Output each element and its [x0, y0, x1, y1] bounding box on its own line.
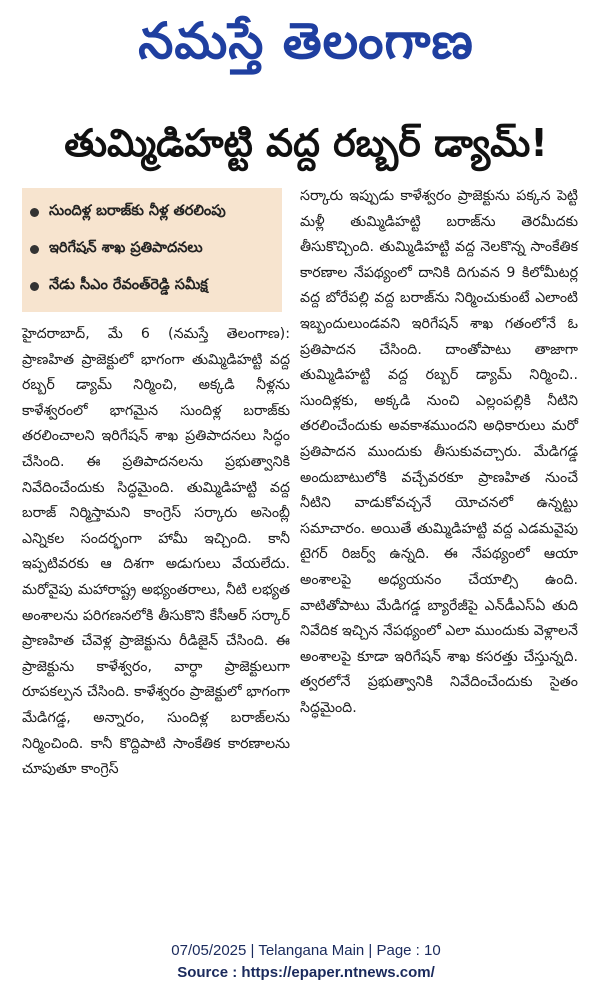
highlight-item [30, 194, 274, 231]
highlights-box [22, 188, 282, 312]
article-column-left [22, 322, 290, 900]
article-paragraph: హైదరాబాద్, మే 6 (నమస్తే తెలంగాణ): ప్రాణహిత ప్రాజెక్టులో భాగంగా తుమ్మిడిహట్టి వద్ద రబ్బర్ డ్యామ్ నిర్మించి, అక్కడి నీళ్లను కాళేశ్వరంలో భాగమైన సుందిళ్ల బరాజ్‌కు తరలించాలని ఇరిగేషన్ శాఖ ప్రతిపాదనలు సిద్ధం చేసింది. ఈ ప్రతిపాదనలను ప్రభుత్వానికి నివేదించేందుకు సిద్ధమైంది. తుమ్మిడిహట్టి వద్ద బరాజ్ నిర్మిస్తామని కాంగ్రెస్ సర్కారు అసెంబ్లీ ఎన్నికల సందర్భంగా హామీ ఇచ్చింది. కానీ ఇప్పటివరకు ఆ దిశగా అడుగులు వేయలేదు. మరోవైపు మహారాష్ట్ర అభ్యంతరాలు, నీటి లభ్యత అంశాలను పరిగణనలోకి తీసుకొని కేసీఆర్ సర్కార్ ప్రాణహిత చేవెళ్ల ప్రాజెక్టును రీడిజైన్ చేసింది. ఈ ప్రాజెక్టును కాళేశ్వరం, వార్ధా ప్రాజెక్టులుగా రూపకల్పన చేసింది. కాళేశ్వరం ప్రాజెక్టులో భాగంగా మేడిగడ్డ, అన్నారం, సుందిళ్ల బరాజ్‌లను నిర్మించింది. కానీ కొద్దిపాటి సాంకేతిక కారణాలను చూపుతూ కాంగ్రెస్ [22, 326, 290, 778]
footer-edition-info: 07/05/2025 | Telangana Main | Page : 10 [171, 942, 441, 959]
bullet-icon [30, 282, 39, 291]
highlight-item [30, 231, 274, 268]
masthead-title: నమస్తే తెలంగాణ [138, 11, 474, 70]
bullet-icon [30, 245, 39, 254]
article-column-right [300, 184, 578, 900]
article-paragraph: సర్కారు ఇప్పుడు కాళేశ్వరం ప్రాజెక్టును పక్కన పెట్టి మళ్లీ తుమ్మిడిహట్టి బరాజ్‌ను తెరమీదకు తీసుకొచ్చింది. తుమ్మిడిహట్టి వద్ద నెలకొన్న సాంకేతిక కారణాల నేపథ్యంలో దానికి దిగువన 9 కిలోమీటర్ల వద్ద బోరేపల్లి వద్ద బరాజ్‌ను నిర్మించుకుంటే ఎలాంటి ఇబ్బందులుండవని ఇరిగేషన్ శాఖ గతంలోనే ఓ ప్రతిపాదన చేసింది. దాంతోపాటు తాజాగా తుమ్మిడిహట్టి వద్ద రబ్బర్ డ్యామ్ నిర్మించి.. సుందిళ్లకు, అక్కడి నుంచి ఎల్లంపల్లికి నీటిని తరలించేందుకు అవకాశముందని అధికారులు మరో ప్రతిపాదన ముందుకు తీసుకువచ్చారు. మేడిగడ్డ అందుబాటులోకి వచ్చేవరకూ ప్రాణహిత నుంచే నీటిని వాడుకోవచ్చనే యోచనలో ఉన్నట్టు సమాచారం. అయితే తుమ్మిడిహట్టి వద్ద ఎడమవైపు టైగర్ రిజర్వ్ ఉన్నది. ఈ నేపథ్యంలో ఆయా అంశాలపై అధ్యయనం చేయాల్సి ఉంది. వాటితోపాటు మేడిగడ్డ బ్యారేజీపై ఎన్‌డీఎస్‌ఏ తుది నివేదిక ఇచ్చిన నేపథ్యంలో ఎలా ముందుకు వెళ్లాలనే అంశాలపై కూడా ఇరిగేషన్ శాఖ కసరత్తు చేస్తున్నది. త్వరలోనే ప్రభుత్వానికి నివేదించేందుకు సైతం సిద్ధమైంది. [300, 188, 578, 716]
highlight-text: ఇరిగేషన్ శాఖ ప్రతిపాదనలు [49, 239, 203, 256]
bullet-icon [30, 208, 39, 217]
highlight-text: నేడు సీఎం రేవంత్‌రెడ్డి సమీక్ష [49, 276, 208, 293]
article-headline: తుమ్మిడిహట్టి వద్ద రబ్బర్ డ్యామ్! [64, 121, 548, 165]
footer-source: Source : https://epaper.ntnews.com/ [177, 964, 435, 981]
highlight-item [30, 268, 274, 305]
highlight-text: సుందిళ్ల బరాజ్‌కు నీళ్ల తరలింపు [49, 202, 226, 219]
